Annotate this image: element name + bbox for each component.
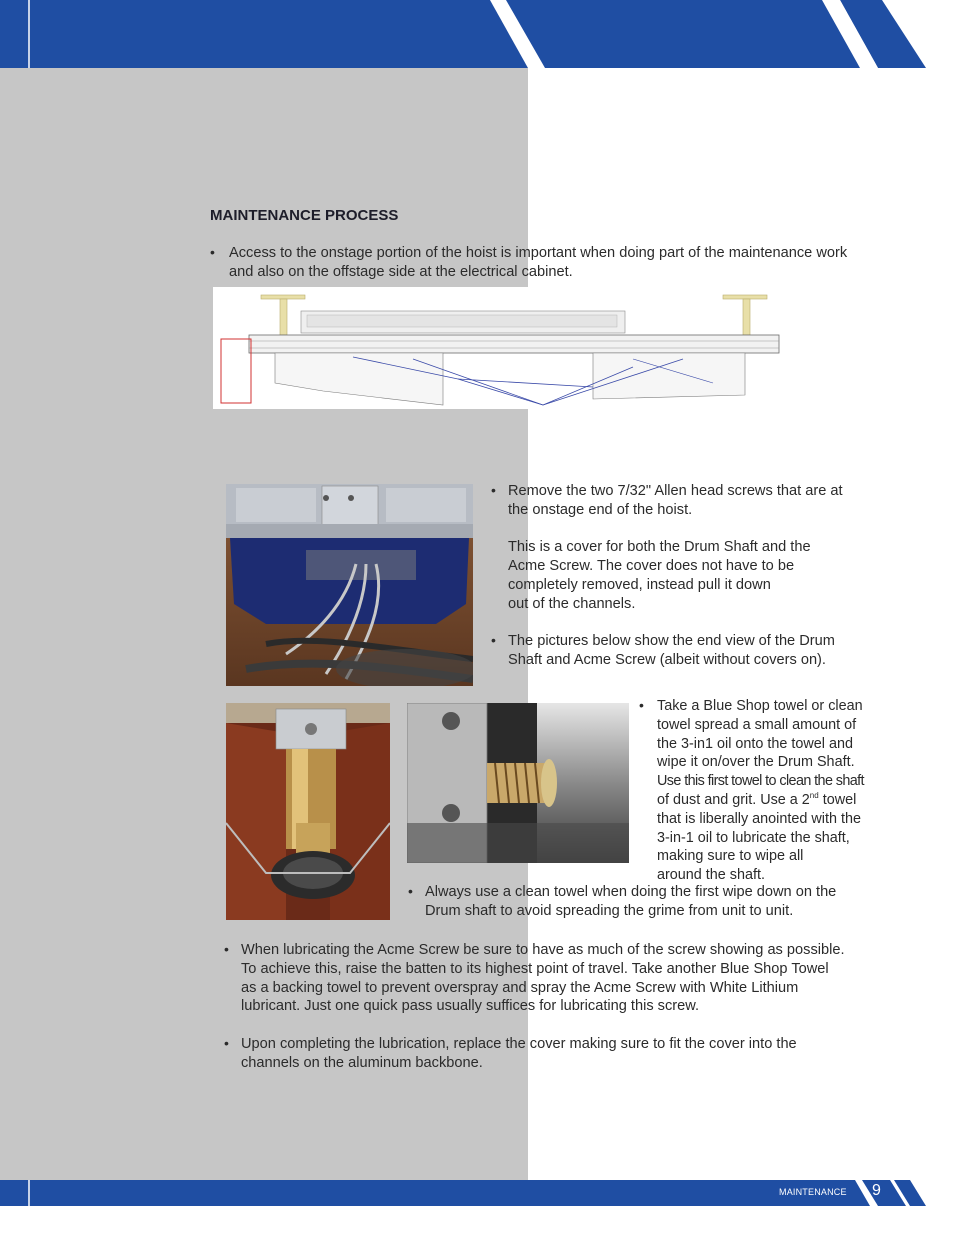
bullet-marker: • [491, 632, 496, 648]
text-line: Use this first towel to clean the shaft [657, 773, 864, 790]
text-line: Shaft and Acme Screw (albeit without covers on). [508, 651, 826, 668]
bullet-marker: • [224, 941, 229, 957]
photo-drum-shaft [226, 703, 390, 920]
text-line: the 3-in1 oil onto the towel and [657, 735, 854, 752]
section-heading: MAINTENANCE PROCESS [210, 207, 399, 224]
top-header-band [0, 0, 954, 68]
text-line: making sure to wipe all [657, 848, 804, 865]
paragraph-replace-cover [241, 1035, 797, 1073]
text-line: of dust and grit. Use a 2nd towel [657, 791, 857, 808]
bullet-marker: • [408, 883, 413, 899]
footer-section-label: MAINTENANCE [779, 1187, 847, 1197]
bullet-marker: • [210, 244, 215, 260]
photo-acme-screw [407, 703, 629, 863]
text-line: the onstage end of the hoist. [508, 501, 693, 518]
text-line: Acme Screw. The cover does not have to be [508, 558, 795, 575]
bullet-marker: • [224, 1035, 229, 1051]
paragraph-remove-screws [508, 482, 843, 614]
text-line: To achieve this, raise the batten to its highest point of travel. Take another Blue Shop Towel [241, 960, 829, 977]
paragraph-acme-lubrication [241, 941, 845, 1016]
text-line: around the shaft. [657, 867, 766, 884]
hoist-side-diagram [213, 287, 783, 409]
text-line: This is a cover for both the Drum Shaft and the [508, 539, 811, 556]
text-line: Take a Blue Shop towel or clean [657, 698, 863, 714]
paragraph-blue-towel [657, 697, 864, 885]
text-line: Drum shaft to avoid spreading the grime from unit to unit. [425, 902, 794, 919]
text-line: towel spread a small amount of [657, 716, 857, 733]
bullet-marker: • [639, 697, 644, 713]
text-line: completely removed, instead pull it down [508, 576, 771, 593]
text-line: 3-in-1 oil to lubricate the shaft, [657, 829, 850, 846]
text-line: Always use a clean towel when doing the first wipe down on the [425, 884, 837, 900]
text-line: that is liberally anointed with the [657, 810, 861, 827]
bullet-marker: • [491, 482, 496, 498]
text-line: wipe it on/over the Drum Shaft. [657, 754, 855, 771]
text-line: When lubricating the Acme Screw be sure to have as much of the screw showing as possible. [241, 942, 845, 958]
page-number: 9 [872, 1182, 881, 1199]
text-line: and also on the offstage side at the electrical cabinet. [229, 263, 573, 280]
text-line: out of the channels. [508, 595, 636, 612]
paragraph-pictures-below [508, 632, 835, 670]
text-line: Access to the onstage portion of the hoist is important when doing part of the maintenance work [229, 245, 848, 261]
text-line: channels on the aluminum backbone. [241, 1054, 483, 1071]
text-line: Upon completing the lubrication, replace the cover making sure to fit the cover into the [241, 1036, 797, 1052]
text-line: as a backing towel to prevent overspray and spray the Acme Screw with White Lithium [241, 979, 799, 996]
text-line: Remove the two 7/32" Allen head screws that are at [508, 483, 843, 499]
text-line: The pictures below show the end view of the Drum [508, 633, 835, 649]
text-line: lubricant. Just one quick pass usually suffices for lubricating this screw. [241, 998, 700, 1015]
paragraph-access [229, 244, 847, 282]
photo-hoist-cover [226, 484, 473, 686]
paragraph-clean-towel [425, 883, 836, 921]
